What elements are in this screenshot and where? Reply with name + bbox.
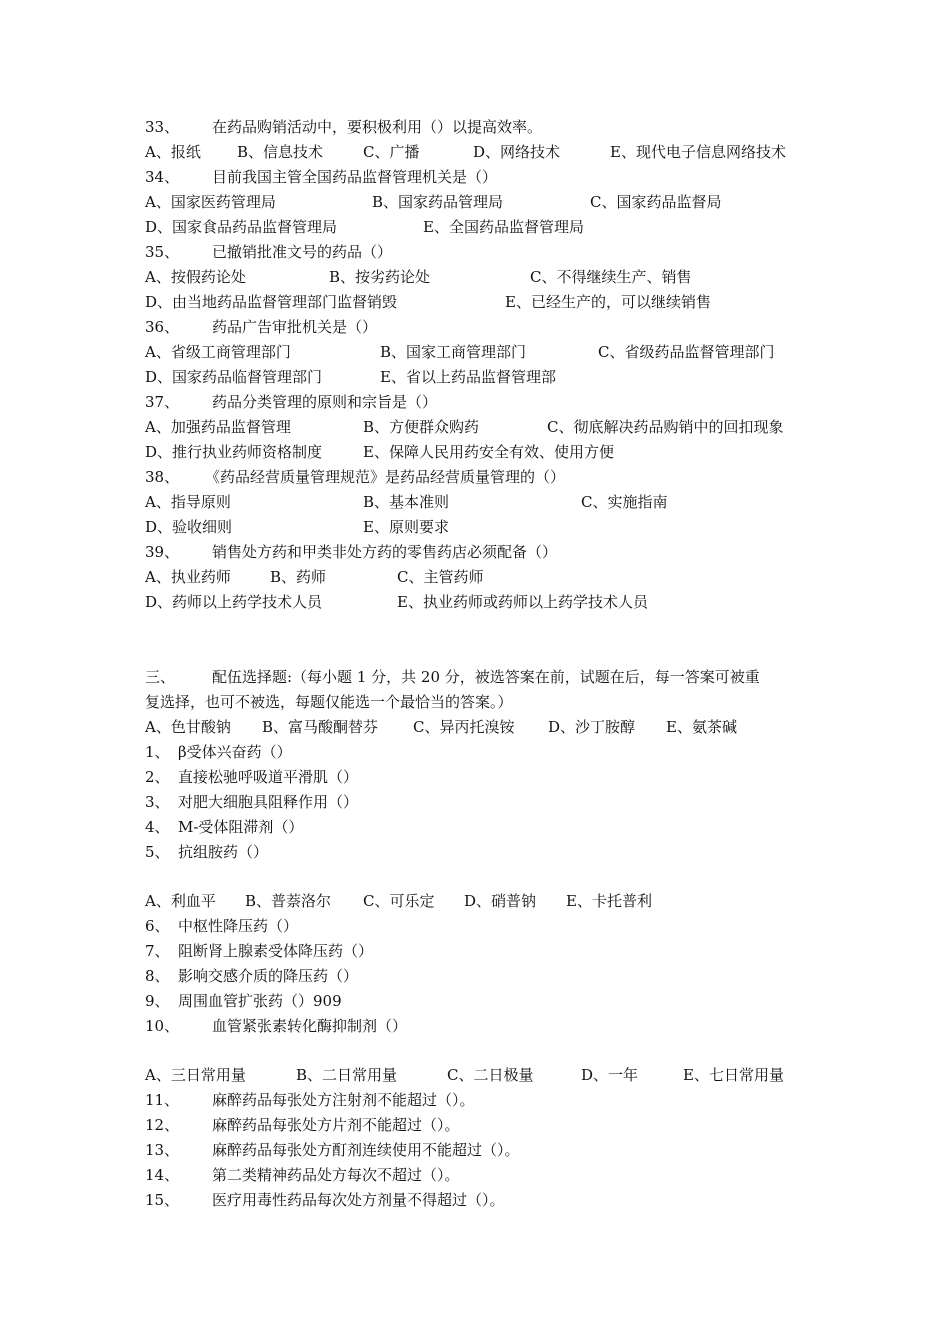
option: E、省以上药品监督管理部 <box>380 368 556 386</box>
option: B、信息技术 <box>237 143 324 161</box>
question-number: 34、 <box>145 168 180 186</box>
item-text: 麻醉药品每张处方注射剂不能超过（）。 <box>212 1091 475 1109</box>
item-text: 抗组胺药（） <box>178 843 269 861</box>
item-text: 麻醉药品每张处方酊剂连续使用不能超过（）。 <box>212 1141 520 1159</box>
item-text: M-受体阻滞剂（） <box>178 818 304 836</box>
item-text: 阻断肾上腺素受体降压药（） <box>178 942 374 960</box>
option: A、指导原则 <box>145 493 231 511</box>
question-number: 33、 <box>145 118 180 136</box>
option: B、药师 <box>270 568 327 586</box>
option: C、异丙托溴铵 <box>413 718 515 736</box>
item-text: 第二类精神药品处方每次不超过（）。 <box>212 1166 460 1184</box>
item-number: 1、 <box>145 743 170 761</box>
item-number: 10、 <box>145 1017 180 1035</box>
item-number: 7、 <box>145 942 170 960</box>
option: A、按假药论处 <box>145 268 246 286</box>
option: D、推行执业药师资格制度 <box>145 443 323 461</box>
item-text: 影响交感介质的降压药（） <box>178 967 359 985</box>
option: E、执业药师或药师以上药学技术人员 <box>397 593 648 611</box>
option: A、省级工商管理部门 <box>145 343 291 361</box>
option: C、国家药品监督局 <box>590 193 722 211</box>
item-number: 8、 <box>145 967 170 985</box>
option: E、原则要求 <box>363 518 449 536</box>
item-text: 血管紧张素转化酶抑制剂（） <box>212 1017 408 1035</box>
option: A、报纸 <box>145 143 201 161</box>
item-text: 直接松驰呼吸道平滑肌（） <box>178 768 359 786</box>
question-number: 39、 <box>145 543 180 561</box>
question-text: 药品分类管理的原则和宗旨是（） <box>212 393 438 411</box>
question-number: 35、 <box>145 243 180 261</box>
option: D、药师以上药学技术人员 <box>145 593 323 611</box>
option: E、卡托普利 <box>566 892 652 910</box>
item-number: 4、 <box>145 818 170 836</box>
question-text: 在药品购销活动中，要积极利用（）以提高效率。 <box>212 118 543 136</box>
option: C、二日极量 <box>447 1066 534 1084</box>
question-number: 38、 <box>145 468 180 486</box>
section-number: 三、 <box>145 668 176 686</box>
item-number: 6、 <box>145 917 170 935</box>
item-text: β受体兴奋药（） <box>178 743 292 761</box>
option: D、沙丁胺醇 <box>548 718 636 736</box>
option: D、网络技术 <box>473 143 561 161</box>
option: C、不得继续生产、销售 <box>530 268 692 286</box>
option: E、氨茶碱 <box>666 718 737 736</box>
option: C、主管药师 <box>397 568 484 586</box>
item-text: 麻醉药品每张处方片剂不能超过（）。 <box>212 1116 460 1134</box>
option: A、执业药师 <box>145 568 231 586</box>
option: B、基本准则 <box>363 493 450 511</box>
option: A、国家医药管理局 <box>145 193 276 211</box>
question-number: 36、 <box>145 318 180 336</box>
option: D、由当地药品监督管理部门监督销毁 <box>145 293 398 311</box>
option: D、硝普钠 <box>464 892 537 910</box>
option: E、现代电子信息网络技术 <box>610 143 786 161</box>
question-text: 已撤销批准文号的药品（） <box>212 243 393 261</box>
item-number: 15、 <box>145 1191 180 1209</box>
option: C、实施指南 <box>581 493 668 511</box>
item-number: 13、 <box>145 1141 180 1159</box>
option: E、保障人民用药安全有效、使用方便 <box>363 443 614 461</box>
item-text: 对肥大细胞具阻释作用（） <box>178 793 359 811</box>
item-text: 周围血管扩张药（）909 <box>178 992 342 1010</box>
option: A、利血平 <box>145 892 216 910</box>
option: B、按劣药论处 <box>329 268 431 286</box>
option: D、国家药品临督管理部门 <box>145 368 323 386</box>
option: E、全国药品监督管理局 <box>423 218 584 236</box>
question-text: 《药品经营质量管理规范》是药品经营质量管理的（） <box>205 468 566 486</box>
question-text: 药品广告审批机关是（） <box>212 318 378 336</box>
question-text: 目前我国主管全国药品监督管理机关是（） <box>212 168 498 186</box>
option: D、验收细则 <box>145 518 233 536</box>
item-number: 3、 <box>145 793 170 811</box>
option: B、二日常用量 <box>296 1066 398 1084</box>
option: D、一年 <box>581 1066 639 1084</box>
option: A、色甘酸钠 <box>145 718 231 736</box>
item-number: 2、 <box>145 768 170 786</box>
section-instructions: 配伍选择题:（每小题 1 分，共 20 分，被选答案在前，试题在后，每一答案可被重 <box>212 668 760 686</box>
item-number: 11、 <box>145 1091 180 1109</box>
question-number: 37、 <box>145 393 180 411</box>
item-number: 14、 <box>145 1166 180 1184</box>
option: D、国家食品药品监督管理局 <box>145 218 338 236</box>
option: E、七日常用量 <box>683 1066 784 1084</box>
option: C、省级药品监督管理部门 <box>598 343 775 361</box>
item-number: 5、 <box>145 843 170 861</box>
item-number: 12、 <box>145 1116 180 1134</box>
option: B、普萘洛尔 <box>245 892 332 910</box>
option: C、可乐定 <box>363 892 435 910</box>
question-text: 销售处方药和甲类非处方药的零售药店必须配备（） <box>212 543 558 561</box>
option: C、彻底解决药品购销中的回扣现象 <box>547 418 784 436</box>
option: B、方便群众购药 <box>363 418 480 436</box>
item-number: 9、 <box>145 992 170 1010</box>
item-text: 中枢性降压药（） <box>178 917 299 935</box>
option: A、三日常用量 <box>145 1066 246 1084</box>
option: E、已经生产的，可以继续销售 <box>505 293 711 311</box>
option: B、国家药品管理局 <box>372 193 504 211</box>
item-text: 医疗用毒性药品每次处方剂量不得超过（）。 <box>212 1191 505 1209</box>
option: B、国家工商管理部门 <box>380 343 527 361</box>
option: C、广播 <box>363 143 420 161</box>
option: B、富马酸酮替芬 <box>262 718 379 736</box>
option: A、加强药品监督管理 <box>145 418 291 436</box>
